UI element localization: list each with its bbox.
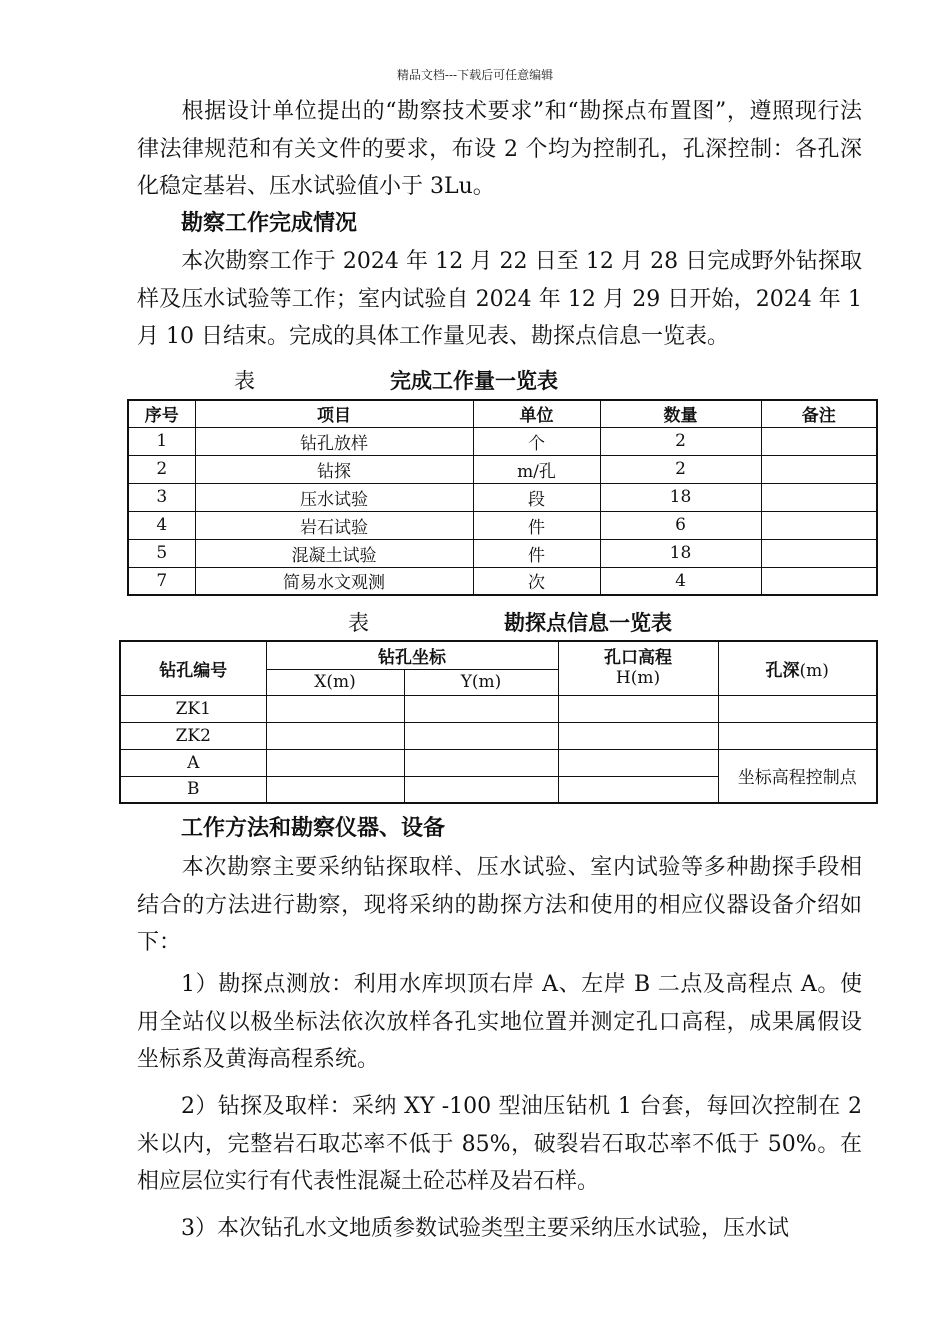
header-borehole-coord: 钻孔坐标 bbox=[266, 641, 558, 669]
borehole-id-cell: A bbox=[120, 749, 266, 776]
x-cell bbox=[266, 722, 404, 749]
header-col-unit: 单位 bbox=[473, 400, 600, 427]
elevation-cell bbox=[558, 749, 718, 776]
heading-survey-completion: 勘察工作完成情况 bbox=[181, 210, 358, 236]
paragraph-point-layout: 1）勘探点测放：利用水库坝顶右岸 A、左岸 B 二点及高程点 A。使用全站仪以极坐标法依次放样各孔实地位置并测定孔口高程，成果属假设坐标系及黄海高程系统。 bbox=[137, 972, 862, 1072]
header-x: X(m) bbox=[266, 669, 404, 695]
col-unit-cell: 件 bbox=[473, 539, 600, 567]
col-item-cell: 压水试验 bbox=[195, 483, 473, 511]
col-unit-cell: 件 bbox=[473, 511, 600, 539]
col-item-cell: 简易水文观测 bbox=[195, 567, 473, 595]
col-seq-cell: 2 bbox=[128, 455, 195, 483]
depth-cell bbox=[718, 722, 877, 749]
paragraph-methods-intro: 本次勘察主要采纳钻探取样、压水试验、室内试验等多种勘探手段相结合的方法进行勘察，现将采纳的勘探方法和使用的相应仪器设备介绍如下： bbox=[137, 855, 862, 955]
col-item-cell: 钻探 bbox=[195, 455, 473, 483]
y-cell bbox=[404, 722, 558, 749]
col-qty-cell: 2 bbox=[600, 455, 761, 483]
header-borehole-id: 钻孔编号 bbox=[120, 641, 266, 695]
y-cell bbox=[404, 749, 558, 776]
col-remark-cell bbox=[761, 455, 877, 483]
col-seq-cell: 4 bbox=[128, 511, 195, 539]
borehole-id-cell: ZK2 bbox=[120, 722, 266, 749]
header-elevation bbox=[558, 641, 718, 695]
col-unit-cell: m/孔 bbox=[473, 455, 600, 483]
x-cell bbox=[266, 749, 404, 776]
header-depth-unit: (m) bbox=[799, 660, 829, 681]
col-item-cell: 岩石试验 bbox=[195, 511, 473, 539]
heading-methods-equipment: 工作方法和勘察仪器、设备 bbox=[181, 815, 446, 841]
header-col-item: 项目 bbox=[195, 400, 473, 427]
y-cell bbox=[404, 695, 558, 722]
borehole-info-table bbox=[119, 640, 878, 804]
paragraph-requirements: 根据设计单位提出的“勘察技术要求”和“勘探点布置图”，遵照现行法律法律规范和有关文件的要求，布设 2 个均为控制孔，孔深控制：各孔深化稳定基岩、压水试验值小于 3Lu。 bbox=[137, 99, 862, 199]
col-qty-cell: 18 bbox=[600, 539, 761, 567]
elevation-cell bbox=[558, 776, 718, 803]
x-cell bbox=[266, 695, 404, 722]
col-remark-cell bbox=[761, 511, 877, 539]
paragraph-drilling-sampling: 2）钻探及取样：采纳 XY -100 型油压钻机 1 台套，每回次控制在 2 米以内，完整岩石取芯率不低于 85%，破裂岩石取芯率不低于 50%。在相应层位实行有代表性混凝土砼芯样及岩石样。 bbox=[137, 1094, 862, 1194]
table-row bbox=[128, 567, 877, 595]
col-remark-cell bbox=[761, 567, 877, 595]
header-elevation-unit: H(m) bbox=[615, 668, 661, 689]
header-col-qty: 数量 bbox=[600, 400, 761, 427]
col-remark-cell bbox=[761, 483, 877, 511]
table-row bbox=[128, 539, 877, 567]
header-y: Y(m) bbox=[404, 669, 558, 695]
col-remark-cell bbox=[761, 427, 877, 455]
table1-caption-prefix: 表 bbox=[234, 369, 255, 393]
workload-table bbox=[127, 399, 878, 596]
paragraph-hydro-test: 3）本次钻孔水文地质参数试验类型主要采纳压水试验，压水试 bbox=[181, 1216, 789, 1241]
col-seq-cell: 7 bbox=[128, 567, 195, 595]
x-cell bbox=[266, 776, 404, 803]
header-depth-title: 孔深 bbox=[765, 660, 800, 681]
col-seq-cell: 1 bbox=[128, 427, 195, 455]
table2-caption-title: 勘探点信息一览表 bbox=[504, 610, 672, 635]
header-depth bbox=[718, 641, 877, 695]
col-remark-cell bbox=[761, 539, 877, 567]
elevation-cell bbox=[558, 722, 718, 749]
elevation-cell bbox=[558, 695, 718, 722]
col-unit-cell: 个 bbox=[473, 427, 600, 455]
col-unit-cell: 段 bbox=[473, 483, 600, 511]
col-qty-cell: 4 bbox=[600, 567, 761, 595]
col-seq-cell: 3 bbox=[128, 483, 195, 511]
table2-caption-prefix: 表 bbox=[348, 611, 369, 635]
col-seq-cell: 5 bbox=[128, 539, 195, 567]
col-qty-cell: 18 bbox=[600, 483, 761, 511]
control-point-note: 坐标高程控制点 bbox=[718, 749, 877, 803]
header-elevation-title: 孔口高程 bbox=[604, 648, 672, 669]
table-row bbox=[128, 483, 877, 511]
borehole-id-cell: B bbox=[120, 776, 266, 803]
table-header-row bbox=[128, 400, 877, 427]
col-unit-cell: 次 bbox=[473, 567, 600, 595]
col-item-cell: 钻孔放样 bbox=[195, 427, 473, 455]
page-header: 精品文档---下载后可任意编辑 bbox=[396, 68, 554, 82]
col-qty-cell: 6 bbox=[600, 511, 761, 539]
paragraph-survey-completion: 本次勘察工作于 2024 年 12 月 22 日至 12 月 28 日完成野外钻探取样及压水试验等工作；室内试验自 2024 年 12 月 29 日开始，2024 年 1 月 10 日结束。完成的具体工作量见表、勘探点信息一览表。 bbox=[137, 249, 862, 349]
table1-caption-title: 完成工作量一览表 bbox=[390, 368, 558, 393]
header-col-seq: 序号 bbox=[128, 400, 195, 427]
table-row bbox=[128, 455, 877, 483]
col-item-cell: 混凝土试验 bbox=[195, 539, 473, 567]
depth-cell bbox=[718, 695, 877, 722]
table-row bbox=[128, 511, 877, 539]
header-col-remark: 备注 bbox=[761, 400, 877, 427]
y-cell bbox=[404, 776, 558, 803]
borehole-id-cell: ZK1 bbox=[120, 695, 266, 722]
col-qty-cell: 2 bbox=[600, 427, 761, 455]
table-row bbox=[128, 427, 877, 455]
